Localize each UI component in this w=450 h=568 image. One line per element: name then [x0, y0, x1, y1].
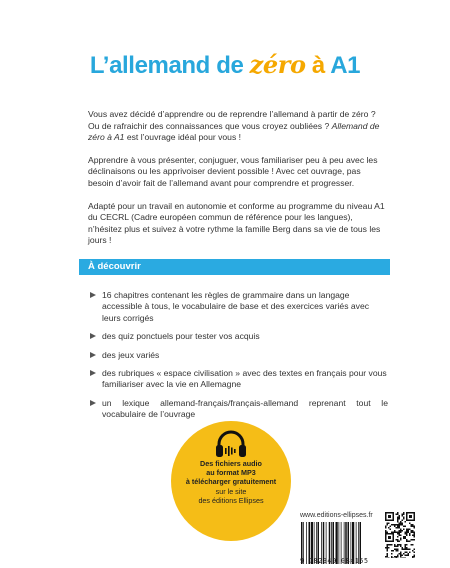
audio-line: sur le site [215, 486, 247, 496]
list-item: un lexique allemand-français/français-allemand reprenant tout le vocabulaire de l’ouvrage [88, 398, 388, 421]
qr-code-icon [385, 512, 415, 558]
title-word-de: de [209, 52, 250, 79]
title-word-allemand: L’allemand [89, 52, 210, 79]
audio-text [171, 459, 291, 505]
intro-text [88, 109, 388, 247]
list-item: 16 chapitres contenant les règles de grammaire dans un langage accessible à tous, le vocabulaire de base et des exercices variés avec leurs corrigés [88, 290, 388, 324]
publisher-website: www.editions-ellipses.fr [300, 512, 373, 519]
intro-paragraph-1: Vous avez décidé d’apprendre ou de reprendre l’allemand à partir de zéro ? Ou de rafraichir des connaissances que vous croyez oubliées ? Allemand de zéro à A1 est l’ouvrage idéal pour vous ! [88, 109, 380, 143]
audio-line: Des fichiers audio [200, 459, 262, 468]
section-heading: À découvrir [88, 261, 141, 272]
section-banner [79, 259, 390, 275]
intro-paragraph-2: Apprendre à vous présenter, conjuguer, vous familiariser peu à peu avec les déclinaisons ou les apprivoiser devient possible ! Avec cet ouvrage, pas besoin d’avoir fait de l’allemand avant pour comprendre et progresser. [88, 154, 378, 188]
triangle-bullet-icon [90, 333, 96, 339]
isbn-number: 9 782340 084155 [300, 557, 369, 565]
list-item: des quiz ponctuels pour tester vos acquis [88, 331, 388, 342]
title-word-a1: A1 [330, 52, 361, 79]
feature-list [88, 290, 388, 428]
triangle-bullet-icon [90, 400, 96, 406]
audio-line: au format MP3 [206, 468, 256, 478]
triangle-bullet-icon [90, 292, 96, 298]
title-word-zero: zéro [249, 50, 306, 79]
audio-line: des éditions Ellipses [198, 495, 264, 505]
triangle-bullet-icon [90, 352, 96, 358]
list-item: des rubriques « espace civilisation » avec des textes en français pour vous familiariser avec la vie en Allemagne [88, 368, 388, 391]
audio-line: à télécharger gratuitement [185, 477, 277, 487]
headphones-icon [214, 430, 248, 458]
intro-italic-title: Allemand de zéro à A1 [88, 120, 380, 143]
book-title [0, 50, 450, 80]
intro-paragraph-3: Adapté pour un travail en autonomie et conforme au programme du niveau A1 du CECRL (Cadre européen commun de référence pour les langues), n’hésitez plus et suivez à votre rythme la famille Berg dans sa vie de tous les jours ! [88, 200, 385, 246]
audio-download-badge [171, 421, 291, 541]
triangle-bullet-icon [90, 370, 96, 376]
title-word-a: à [305, 52, 331, 79]
list-item: des jeux variés [88, 350, 388, 361]
